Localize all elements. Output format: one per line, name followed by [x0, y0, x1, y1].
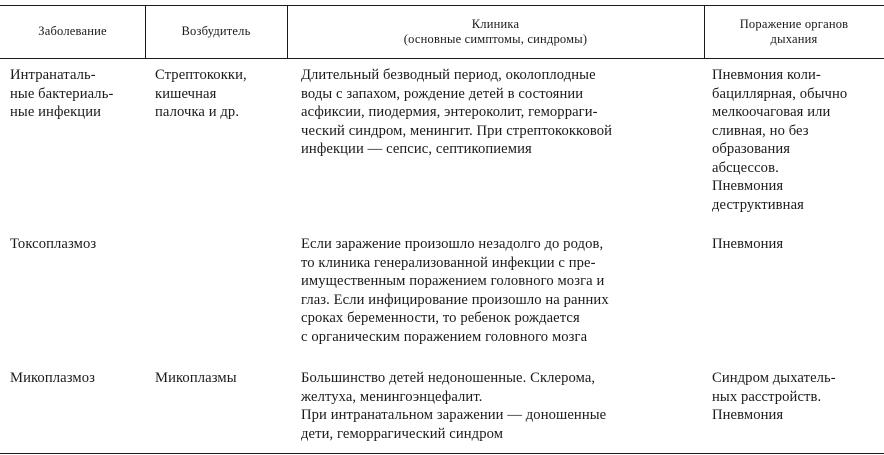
header-pathogen: Возбудитель — [181, 24, 251, 38]
row2-disease: Токсоплазмоз — [10, 236, 97, 252]
row3-disease: Микоплазмоз — [10, 370, 95, 386]
table-bottom-rule — [0, 453, 884, 454]
row2-respiratory: Пневмония — [712, 236, 784, 252]
header-respiratory: Поражение органов дыхания — [739, 16, 849, 46]
row1-pathogen: Стрептококки, кишечная палочка и др. — [155, 67, 247, 120]
row3-pathogen: Микоплазмы — [155, 370, 237, 386]
row1-clinic: Длительный безводный период, околоплодные воды с запахом, рождение детей в состоянии асфиксии, пиодермия, энтероколит, геморраги- ческий синдром, менингит. При стрептококковой инфекции — сепсис, септикопиемия — [301, 67, 613, 157]
row1-disease: Интранаталь- ные бактериаль- ные инфекции — [10, 67, 114, 120]
row1-respiratory: Пневмония коли- бациллярная, обычно мелкоочаговая или сливная, но без образования абсцессов. Пневмония деструктивная — [712, 67, 848, 213]
row2-clinic: Если заражение произошло незадолго до родов, то клиника генерализованной инфекции с пре- имущественным поражением головного мозга и глаз. Если инфицирование произошло на ранних сроках беременности, то ребенок рождается с органическим поражением головного мозга — [301, 236, 609, 345]
row3-respiratory: Синдром дыхатель- ных расстройств. Пневмония — [712, 370, 836, 423]
header-clinic: Клиника (основные симптомы, синдромы) — [403, 16, 588, 46]
header-disease: Заболевание — [38, 24, 107, 38]
header-bottom-rule — [0, 58, 884, 59]
row3-clinic: Большинство детей недоношенные. Склерома, желтуха, менингоэнцефалит. При интранатальном заражении — доношенные дети, геморрагический синдром — [301, 370, 607, 442]
